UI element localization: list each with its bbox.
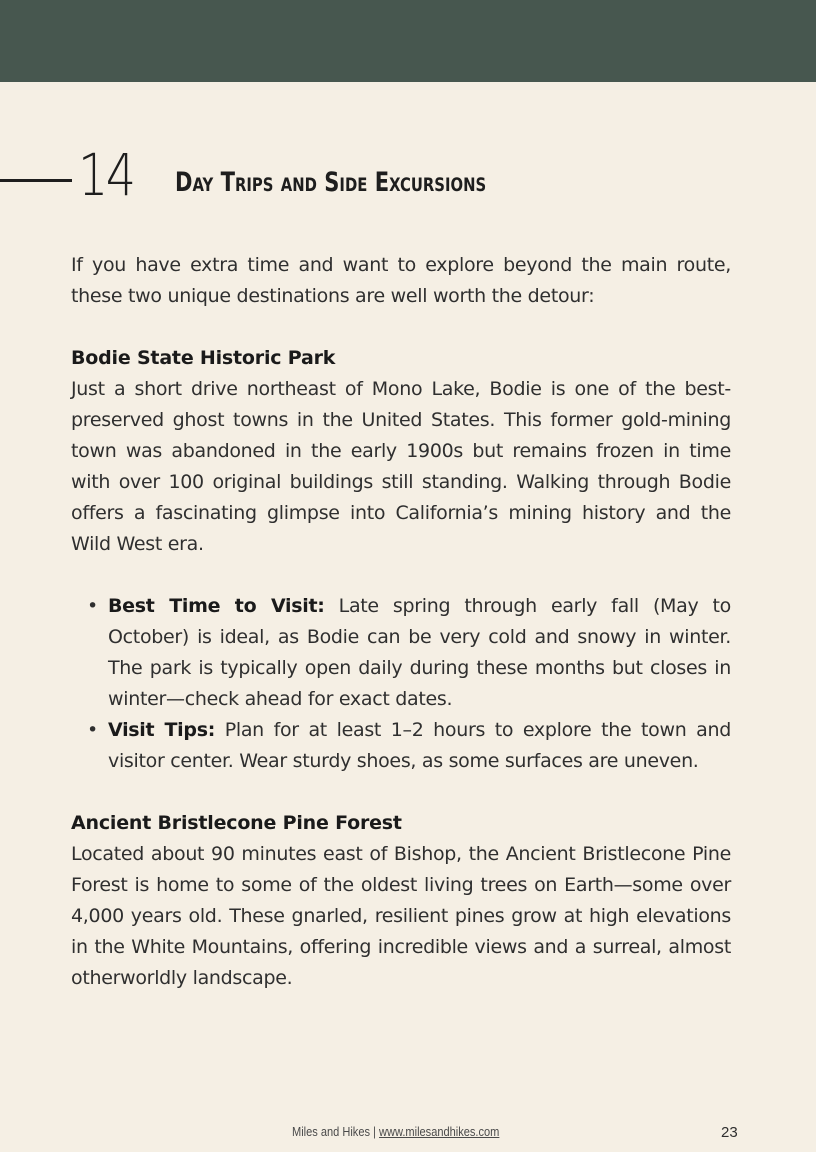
intro-paragraph: If you have extra time and want to explore beyond the main route, these two unique destinations are well worth the detour: xyxy=(71,254,731,307)
section-heading-bristlecone: Ancient Bristlecone Pine Forest xyxy=(71,812,402,834)
header-band xyxy=(0,0,816,82)
bullet-label: Visit Tips: xyxy=(108,719,216,741)
section-body-bristlecone: Located about 90 minutes east of Bishop, the Ancient Bristlecone Pine Forest is home to some of the oldest living trees on Earth—some over 4,000 years old. These gnarled, resilient pines grow at high elevations in the White Mountains, offering incredible views and a surreal, almost otherworldly landscape. xyxy=(71,843,731,989)
section-body-bodie: Just a short drive northeast of Mono Lake, Bodie is one of the best-preserved ghost towns in the United States. This former gold-mining town was abandoned in the early 1900s but remains frozen in time with over 100 original buildings still standing. Walking through Bodie offers a fascinating glimpse into California’s mining history and the Wild West era. xyxy=(71,378,731,555)
footer xyxy=(0,1120,816,1144)
bullet-text: Late spring through early fall (May to October) is ideal, as Bodie can be very cold and snowy in winter. The park is typically open daily during these months but closes in winter—check ahead for exact dates. xyxy=(108,595,731,710)
bullet-icon: • xyxy=(87,719,98,741)
chapter-title: Day Trips and Side Excursions xyxy=(175,167,487,198)
chapter-number: 14 xyxy=(78,141,134,209)
bullet-text: Plan for at least 1–2 hours to explore the town and visitor center. Wear sturdy shoes, as some surfaces are uneven. xyxy=(108,719,731,772)
chapter-rule xyxy=(0,179,72,182)
bodie-bullet-list xyxy=(71,591,731,777)
bullet-label: Best Time to Visit: xyxy=(108,595,325,617)
list-item xyxy=(87,591,731,715)
section-heading-bodie: Bodie State Historic Park xyxy=(71,347,336,369)
page-number: 23 xyxy=(721,1124,738,1141)
bullet-icon: • xyxy=(87,595,98,617)
footer-brand: Miles and Hikes | xyxy=(292,1124,376,1139)
footer-credit xyxy=(292,1120,499,1144)
page-content xyxy=(71,250,731,994)
footer-website-link[interactable]: www.milesandhikes.com xyxy=(379,1124,500,1139)
list-item xyxy=(87,715,731,777)
